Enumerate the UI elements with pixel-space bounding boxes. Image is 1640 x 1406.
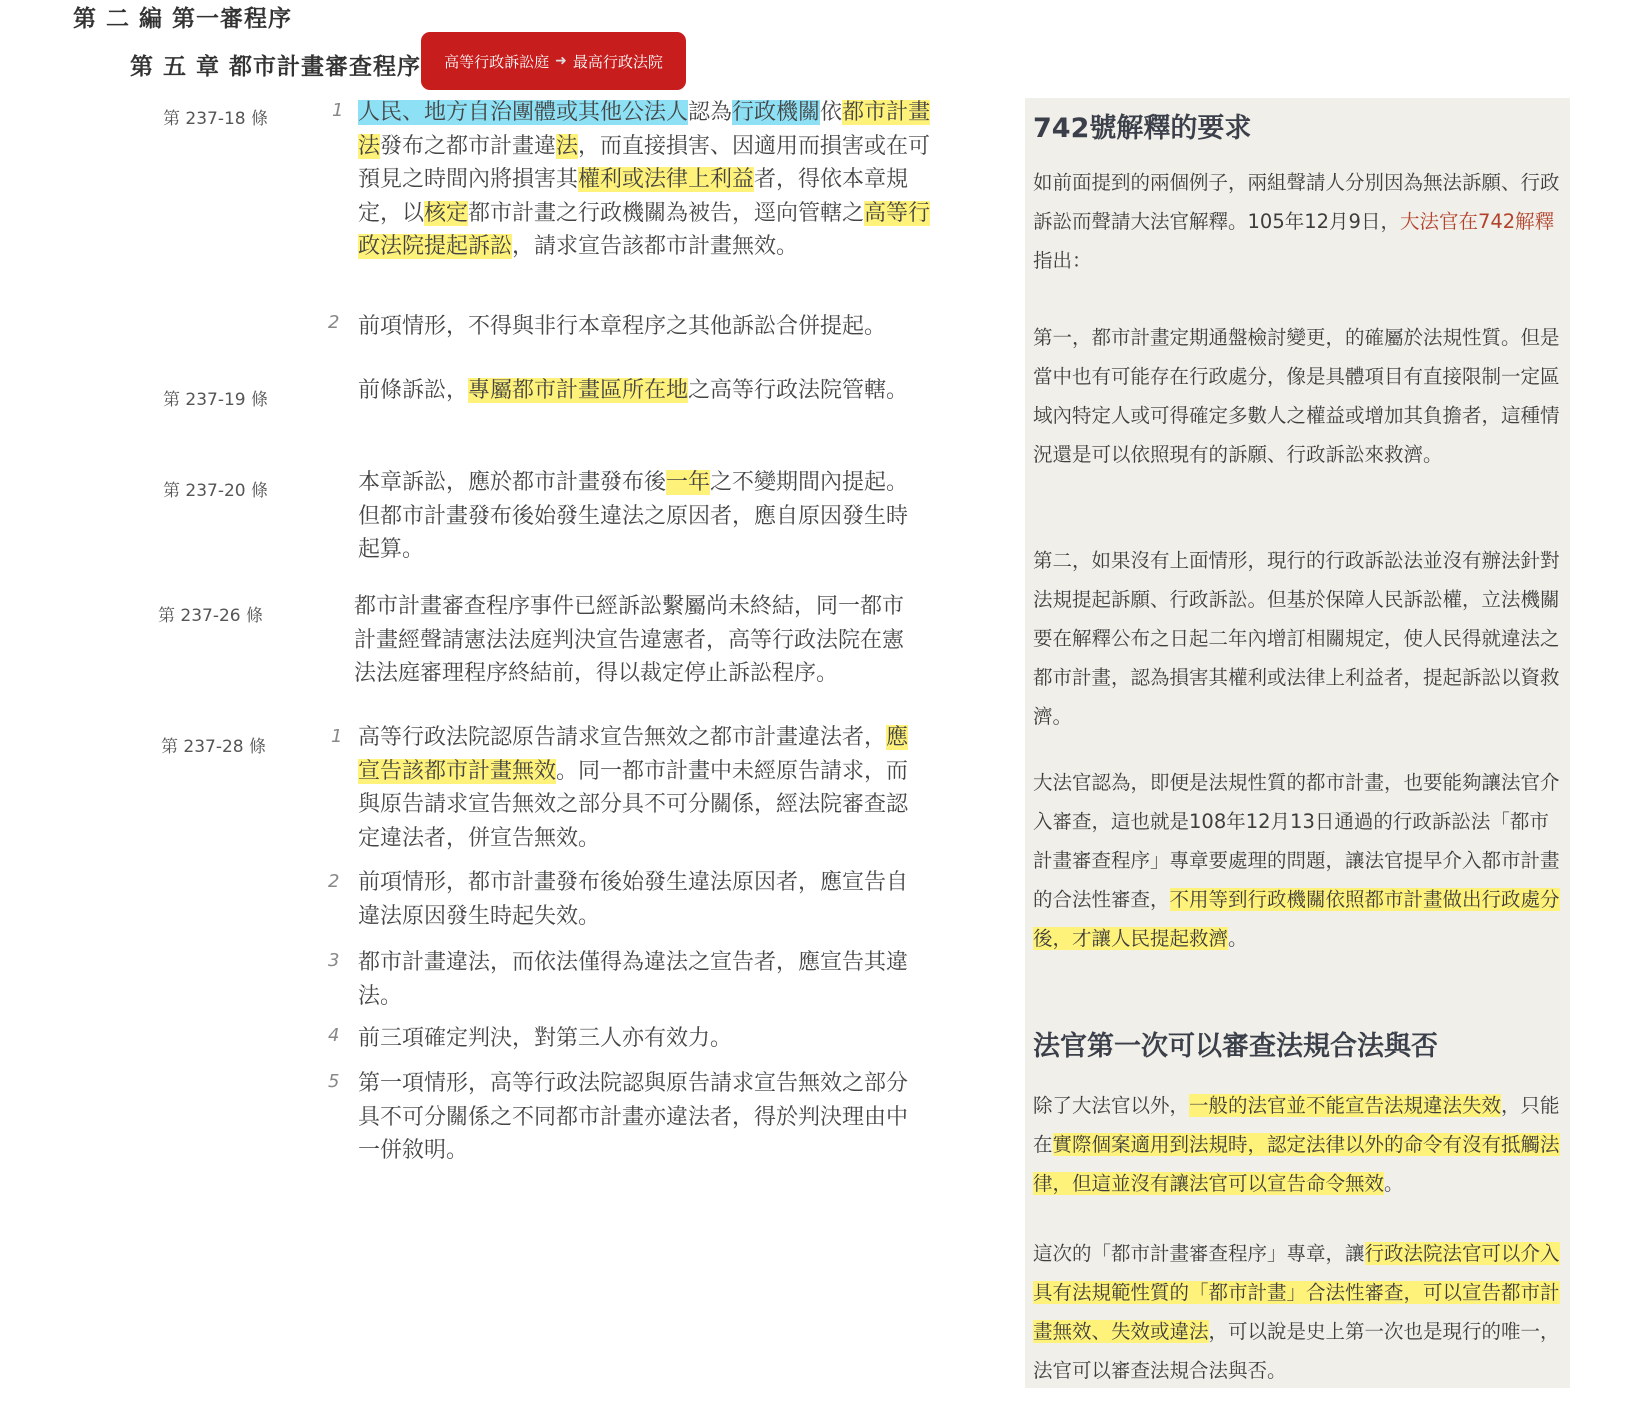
text: ，請求宣告該都市計畫無效。	[512, 234, 799, 259]
commentary-paragraph	[1033, 1234, 1568, 1390]
text: ，而直接損害、因適用而損害或在可預見之時間內將損害其	[358, 133, 931, 192]
paragraph-number: 2	[328, 871, 340, 892]
text: 。同一都市計畫中未經原告請求，而與原告請求宣告無效之部分具不可分關係，經法院審查認定違法者，併宣告無效。	[358, 758, 909, 851]
commentary-paragraph	[1033, 163, 1568, 280]
article-237-20-text	[358, 466, 918, 567]
text: ，可以說是史上第一次也是現行的唯一，法官可以審查法規合法與否。	[1033, 1320, 1560, 1382]
article-237-28-paragraph-4: 前三項確定判決，對第三人亦有效力。	[358, 1026, 733, 1051]
highlight-text: 都市計畫法	[358, 100, 931, 159]
article-label-237-19: 第 237-19 條	[163, 390, 269, 410]
highlight-text: 一般的法官並不能宣告法規違法失效	[1189, 1094, 1502, 1117]
article-237-28-paragraph-5: 第一項情形，高等行政法院認與原告請求宣告無效之部分具不可分關係之不同都市計畫亦違法者，得於判決理由中一併敘明。	[358, 1071, 909, 1163]
commentary-paragraph	[1033, 1086, 1568, 1203]
article-label-237-18: 第 237-18 條	[163, 109, 269, 129]
highlight-text: 行政機關	[732, 100, 821, 125]
highlight-text: 人民、地方自治團體或其他公法人	[358, 100, 689, 125]
badge-from: 高等行政訴訟庭	[444, 52, 550, 71]
text: 前條訴訟，	[358, 378, 469, 403]
text: 者，得依本章規定，以	[358, 167, 909, 226]
commentary-paragraph	[1033, 763, 1568, 958]
text: 指出：	[1033, 249, 1092, 272]
paragraph-number: 3	[328, 950, 340, 971]
chapter-title: 第 五 章 都市計畫審查程序	[130, 54, 422, 80]
commentary-panel	[1025, 98, 1570, 1388]
text: ，只能在	[1033, 1094, 1560, 1156]
article-237-19-text	[358, 374, 918, 408]
article-237-18-paragraph-2: 前項情形，不得與非行本章程序之其他訴訟合併提起。	[358, 314, 887, 339]
paragraph-number: 4	[328, 1025, 340, 1046]
highlight-text: 一年	[666, 470, 711, 495]
article-label-237-20: 第 237-20 條	[163, 481, 269, 501]
text: 。	[1384, 1172, 1404, 1195]
text: 。	[1228, 927, 1248, 950]
highlight-text: 應宣告該都市計畫無效	[358, 725, 909, 784]
text: 除了大法官以外，	[1033, 1094, 1190, 1117]
highlight-text: 專屬都市計畫區所在地	[468, 378, 689, 403]
highlight-text: 核定	[424, 200, 469, 226]
text: 發布之都市計畫違	[380, 133, 557, 159]
article-label-237-28: 第 237-28 條	[161, 737, 267, 757]
interpretation-link[interactable]: 大法官在742解釋	[1399, 210, 1555, 233]
text: 之不變期間內提起。但都市計畫發布後始發生違法之原因者，應自原因發生時起算。	[358, 470, 909, 562]
text: 大法官認為，即便是法規性質的都市計畫，也要能夠讓法官介入審查，這也就是108年12月13日通過的行政訴訟法「都市計畫審查程序」專章要處理的問題，讓法官提早介入都市計畫的合法性審查，	[1033, 771, 1560, 911]
article-237-28-paragraph-2: 前項情形，都市計畫發布後始發生違法原因者，應宣告自違法原因發生時起失效。	[358, 870, 909, 929]
highlight-text: 不用等到行政機關依照都市計畫做出行政處分後，才讓人民提起救濟	[1033, 888, 1560, 950]
text: 都市計畫之行政機關為被告，逕向管轄之	[468, 200, 865, 226]
text: 認為	[688, 100, 733, 125]
court-badge	[421, 32, 686, 90]
text: 如前面提到的兩個例子，兩組聲請人分別因為無法訴願、行政訴訟而聲請大法官解釋。105年12月9日，	[1033, 171, 1560, 233]
article-237-18-paragraph-1	[358, 96, 938, 264]
badge-to: 最高行政法院	[572, 52, 663, 71]
highlight-text: 實際個案適用到法規時，認定法律以外的命令有沒有抵觸法律，但這並沒有讓法官可以宣告命令無效	[1033, 1133, 1560, 1195]
paragraph-number: 2	[328, 312, 340, 333]
article-label-237-26: 第 237-26 條	[158, 606, 264, 626]
paragraph-number: 5	[328, 1071, 340, 1092]
text: 依	[820, 100, 843, 125]
text: 高等行政法院認原告請求宣告無效之都市計畫違法者，	[358, 725, 887, 750]
commentary-paragraph: 第二，如果沒有上面情形，現行的行政訴訟法並沒有辦法針對法規提起訴願、行政訴訟。但基於保障人民訴訟權，立法機關要在解釋公布之日起二年內增訂相關規定，使人民得就違法之都市計畫，認為損害其權利或法律上利益者，提起訴訟以資救濟。	[1033, 549, 1560, 728]
highlight-text: 高等行政法院提起訴訟	[358, 200, 931, 259]
part-title: 第 二 編 第一審程序	[73, 6, 293, 32]
commentary-paragraph: 第一，都市計畫定期通盤檢討變更，的確屬於法規性質。但是當中也有可能存在行政處分，像是具體項目有直接限制一定區域內特定人或可得確定多數人之權益或增加其負擔者，這種情況還是可以依照現有的訴願、行政訴訟來救濟。	[1033, 326, 1560, 466]
article-237-28-paragraph-3: 都市計畫違法，而依法僅得為違法之宣告者，應宣告其違法。	[358, 950, 909, 1009]
arrow-icon: ➜	[555, 53, 567, 69]
paragraph-number: 1	[332, 100, 344, 121]
text: 之高等行政法院管轄。	[688, 378, 909, 403]
commentary-heading-742: 742號解釋的要求	[1033, 113, 1252, 144]
text: 本章訴訟，應於都市計畫發布後	[358, 470, 667, 495]
article-237-28-paragraph-1	[358, 721, 928, 855]
highlight-text: 法	[556, 133, 579, 159]
text: 這次的「都市計畫審查程序」專章，讓	[1033, 1242, 1365, 1265]
paragraph-number: 1	[331, 726, 343, 747]
highlight-text: 權利或法律上利益	[578, 167, 755, 192]
highlight-text: 行政法院法官可以介入具有法規範性質的「都市計畫」合法性審查，可以宣告都市計畫無效、失效或違法	[1033, 1242, 1560, 1343]
commentary-heading-review: 法官第一次可以審查法規合法與否	[1033, 1031, 1438, 1062]
article-237-26-text: 都市計畫審查程序事件已經訴訟繫屬尚未終結，同一都市計畫經聲請憲法法庭判決宣告違憲者，高等行政法院在憲法法庭審理程序終結前，得以裁定停止訴訟程序。	[354, 594, 905, 686]
